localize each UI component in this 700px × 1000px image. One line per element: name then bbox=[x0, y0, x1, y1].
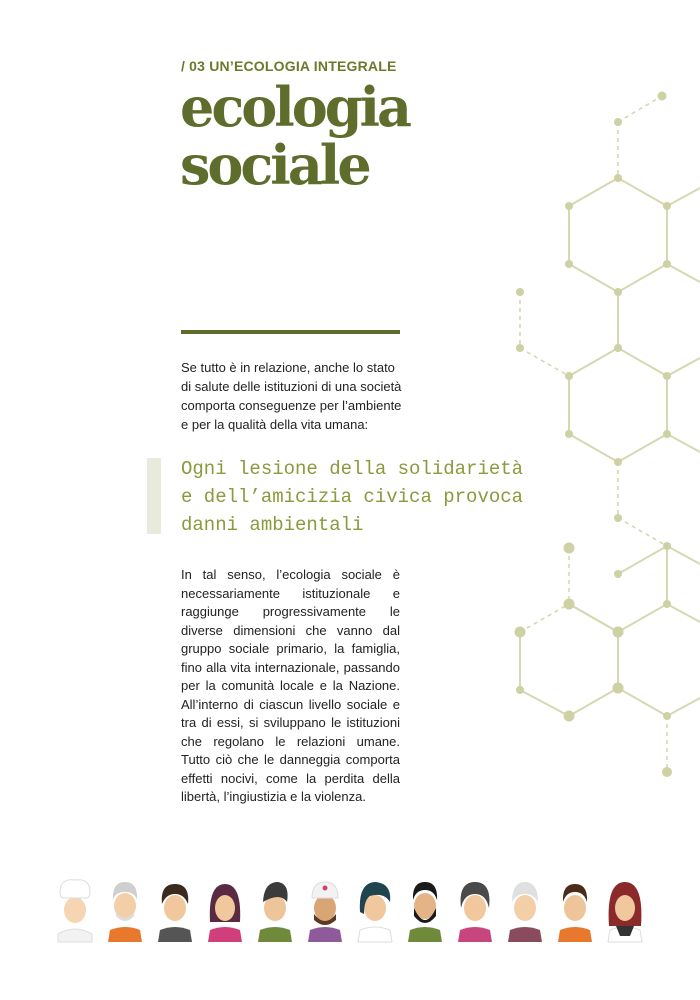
man-turban-avatar-icon bbox=[308, 882, 342, 942]
woman-scarf-avatar-icon bbox=[608, 882, 642, 942]
section-kicker: / 03 UN’ECOLOGIA INTEGRALE bbox=[181, 58, 397, 74]
woman-avatar-icon bbox=[208, 884, 242, 942]
pull-quote-line-2: e dell’amicizia civica provoca bbox=[181, 486, 524, 508]
people-avatars-row bbox=[50, 872, 650, 947]
pull-quote-line-1: Ogni lesione della solidarietà bbox=[181, 458, 524, 480]
chef-avatar-icon bbox=[58, 880, 92, 942]
pull-quote-line-3: danni ambientali bbox=[181, 514, 364, 536]
man-avatar-icon bbox=[558, 884, 592, 942]
intro-paragraph: Se tutto è in relazione, anche lo stato di salute delle istituzioni di una società comporta conseguenze per l’ambiente e per la qualità della vita umana: bbox=[181, 360, 402, 432]
bearded-man-avatar-icon bbox=[408, 882, 442, 942]
page-title-line-2: sociale bbox=[180, 133, 369, 197]
man-avatar-icon bbox=[258, 882, 292, 942]
elder-man-avatar-icon bbox=[108, 882, 142, 942]
elder-woman-avatar-icon bbox=[508, 882, 542, 942]
woman-avatar-icon bbox=[458, 882, 492, 942]
woman-avatar-icon bbox=[358, 882, 392, 942]
woman-avatar-icon bbox=[158, 884, 192, 942]
page-title-line-1: ecologia bbox=[180, 75, 410, 139]
body-paragraph: In tal senso, l’ecologia sociale è necessariamente istituzionale e raggiunge progressivamente le diverse dimensioni che vanno dal gruppo sociale primario, la famiglia, fino alla vita internazionale, passando per la comunità locale e la Nazione. All’interno di ciascun livello sociale e tra di essi, si sviluppano le istituzioni che regolano le relazioni umane. Tutto ciò che le danneggia comporta effetti nocivi, come la perdita della libertà, l’ingiustizia e la violenza. bbox=[181, 567, 400, 804]
